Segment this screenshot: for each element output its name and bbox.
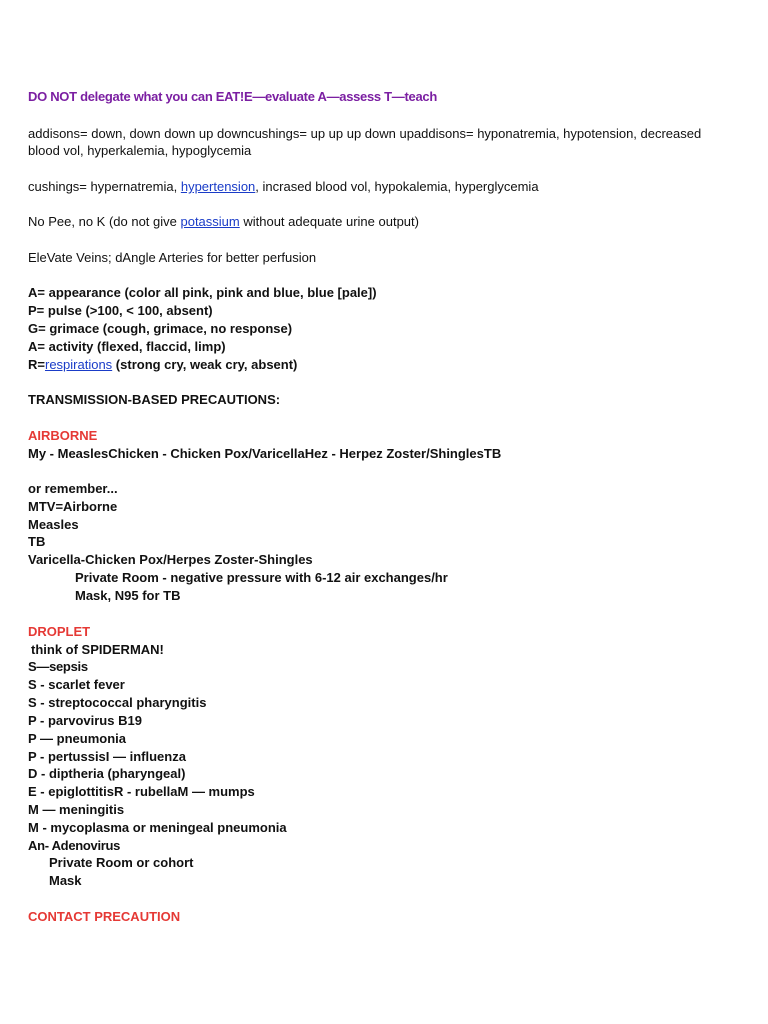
droplet-room: Private Room or cohort bbox=[49, 855, 194, 870]
airborne-mask: Mask, N95 for TB bbox=[75, 588, 181, 603]
respirations-link[interactable]: respirations bbox=[44, 357, 113, 372]
addisons-cushings-text: addisons= down, down down up downcushings= up up up down upaddisons= hyponatremia, hypotension, decreased blood vol, hyperkalemia, hypoglycemia bbox=[28, 126, 702, 158]
cushings-text: cushings= hypernatremia, bbox=[28, 179, 181, 194]
droplet-item: S - scarlet fever bbox=[28, 677, 125, 692]
droplet-item: S - streptococcal pharyngitis bbox=[28, 695, 207, 710]
tb-line: TB bbox=[28, 534, 46, 549]
droplet-item: E - epiglottitisR - rubellaM — mumps bbox=[28, 784, 255, 799]
droplet-item: P - pertussisI — influenza bbox=[28, 749, 186, 764]
transmission-heading: TRANSMISSION-BASED PRECAUTIONS: bbox=[28, 392, 281, 407]
apgar-activity: A= activity (flexed, flaccid, limp) bbox=[28, 339, 226, 354]
eat-mnemonic: DO NOT delegate what you can EAT!E—evaluate A—assess T—teach bbox=[28, 89, 437, 104]
apgar-respirations bbox=[28, 356, 297, 373]
no-pee-text: No Pee, no K (do not give bbox=[28, 214, 181, 229]
droplet-item: M — meningitis bbox=[28, 802, 125, 817]
cushings-text-tail: , incrased blood vol, hypokalemia, hyperglycemia bbox=[255, 179, 539, 194]
spiderman-line: think of SPIDERMAN! bbox=[31, 642, 164, 657]
droplet-item: P — pneumonia bbox=[28, 731, 126, 746]
apgar-r-suffix: (strong cry, weak cry, absent) bbox=[112, 357, 298, 372]
airborne-heading: AIRBORNE bbox=[28, 428, 98, 443]
contact-heading: CONTACT PRECAUTION bbox=[28, 909, 181, 924]
or-remember: or remember... bbox=[28, 481, 118, 496]
droplet-item: P - parvovirus B19 bbox=[28, 713, 142, 728]
droplet-item: D - diptheria (pharyngeal) bbox=[28, 766, 186, 781]
droplet-item: M - mycoplasma or meningeal pneumonia bbox=[28, 820, 287, 835]
potassium-link[interactable]: potassium bbox=[180, 214, 240, 229]
droplet-item: An- Adenovirus bbox=[28, 838, 121, 853]
mtv-line: MTV=Airborne bbox=[28, 499, 118, 514]
apgar-grimace: G= grimace (cough, grimace, no response) bbox=[28, 321, 293, 336]
droplet-item: S—sepsis bbox=[28, 659, 88, 674]
droplet-heading: DROPLET bbox=[28, 624, 91, 639]
elevate-text: EleVate Veins; dAngle Arteries for better perfusion bbox=[28, 250, 317, 265]
cushings-line bbox=[28, 178, 539, 195]
apgar-pulse: P= pulse (>100, < 100, absent) bbox=[28, 303, 213, 318]
measles-line: Measles bbox=[28, 517, 79, 532]
apgar-appearance: A= appearance (color all pink, pink and blue, blue [pale]) bbox=[28, 285, 377, 300]
no-pee-text-tail: without adequate urine output) bbox=[239, 214, 419, 229]
varicella-line: Varicella-Chicken Pox/Herpes Zoster-Shingles bbox=[28, 552, 313, 567]
hypertension-link[interactable]: hypertension bbox=[180, 179, 256, 194]
apgar-r-prefix: R= bbox=[28, 357, 45, 372]
no-pee-line bbox=[28, 213, 419, 230]
airborne-mnemonic: My - MeaslesChicken - Chicken Pox/VaricellaHez - Herpez Zoster/ShinglesTB bbox=[28, 446, 502, 461]
airborne-room: Private Room - negative pressure with 6-12 air exchanges/hr bbox=[75, 570, 448, 585]
droplet-mask: Mask bbox=[49, 873, 82, 888]
